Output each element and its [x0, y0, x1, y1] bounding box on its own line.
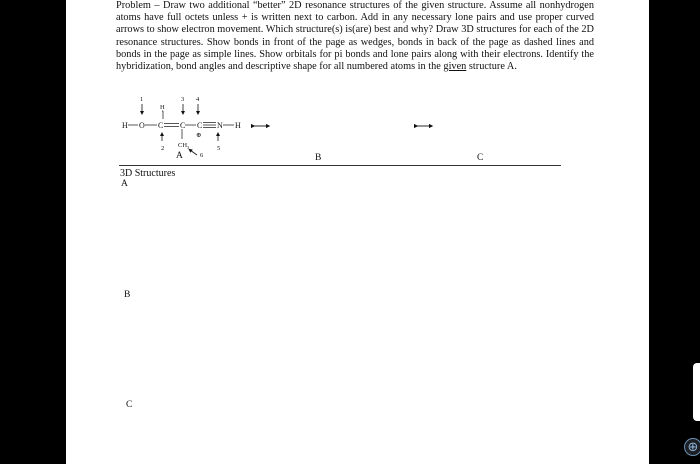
- section-item-c: C: [126, 400, 133, 410]
- section-item-b: B: [124, 290, 131, 300]
- atom-number-4: 4: [196, 96, 200, 103]
- atom-number-3: 3: [181, 96, 185, 103]
- atom-number-1: 1: [140, 96, 144, 103]
- problem-text-end: structure A.: [468, 61, 517, 73]
- atom-ch3: $CH_3$: [178, 142, 190, 150]
- atom-c1: C: [158, 121, 164, 130]
- atom-h-right: H: [235, 121, 241, 130]
- underlined-given: given: [443, 61, 467, 73]
- document-page: [66, 0, 649, 464]
- section-title: 3D Structures: [120, 168, 176, 179]
- atom-n: N: [217, 121, 223, 130]
- arrow-atom-6: [190, 150, 197, 155]
- zoom-in-icon[interactable]: ⊕: [684, 438, 700, 456]
- atom-number-6: 6: [200, 152, 204, 159]
- atom-h-left: H: [122, 121, 128, 130]
- atom-c2: C: [180, 121, 186, 130]
- structure-label-c: C: [477, 153, 484, 163]
- atom-c3: C: [197, 121, 203, 130]
- positive-charge-icon: ⊕: [196, 132, 202, 139]
- atom-number-2: 2: [161, 145, 165, 152]
- molecule-diagram: [66, 0, 649, 175]
- section-item-a: A: [121, 179, 128, 189]
- atom-o: O: [139, 121, 145, 130]
- structure-label-b: B: [315, 153, 322, 163]
- side-scroll-handle[interactable]: [693, 363, 700, 421]
- atom-number-5: 5: [217, 145, 221, 152]
- divider: [119, 165, 561, 166]
- problem-text: Problem – Draw two additional “better” 2D resonance structures of the given structure. Assume all nonhydrogen atoms have full octets unless + is written next to carbon. Add in any necessary lone pairs and use proper curved arrows to show electron movement. Which structure(s) is(are) best and why? Draw 3D structures for each of the 2D resonance structures. Show bonds in front of the page as wedges, bonds in back of the page as dashed lines and bonds in the page as simple lines. Show orbitals for pi bonds and lone pairs along with their electrons. Identify the hybridization, bond angles and descriptive shape for all numbered atoms in the: [116, 0, 594, 73]
- structure-label-a: A: [176, 151, 183, 161]
- atom-h-top: H: [160, 104, 165, 111]
